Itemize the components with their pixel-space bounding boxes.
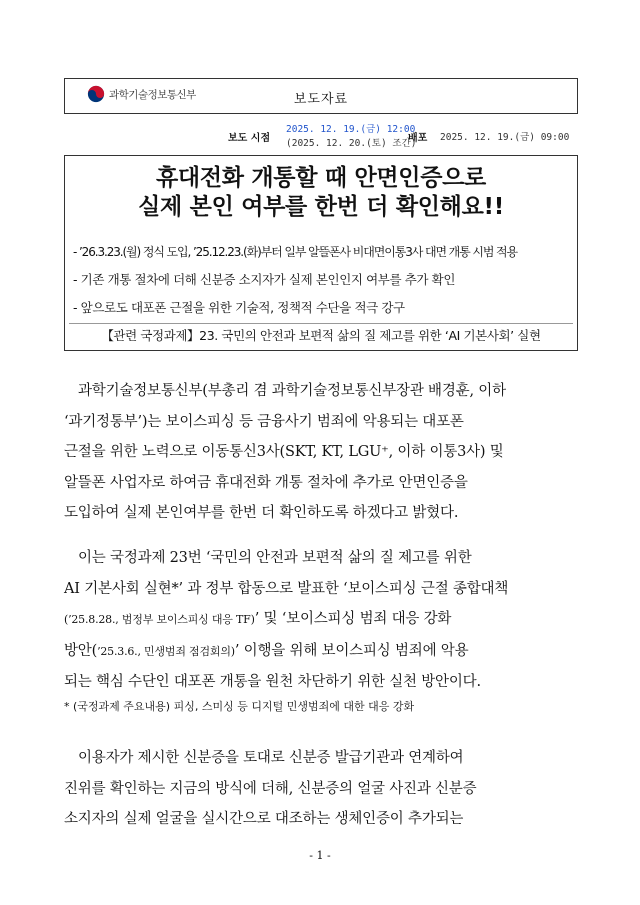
paragraph-fragment: ’ 이행을 위해 보이스피싱 범죄에 악용 xyxy=(234,642,469,659)
release-label: 보도 시점 xyxy=(228,133,271,144)
release-time-print: (2025. 12. 20.(토) 조간) xyxy=(286,138,417,149)
paragraph-line: 되는 핵심 수단인 대포폰 개통을 원천 차단하기 위한 실천 방안이다. xyxy=(64,674,481,690)
paragraph-line: 소지자의 실제 얼굴을 실시간으로 대조하는 생체인증이 추가되는 xyxy=(64,811,464,827)
bullet-item: - 앞으로도 대포폰 근절을 위한 기술적, 정책적 수단을 적극 강구 xyxy=(73,300,405,315)
paragraph-fragment: ’ 및 ‘보이스피싱 범죄 대응 강화 xyxy=(254,611,452,627)
header-box xyxy=(64,78,578,114)
summary-box xyxy=(64,155,578,351)
paragraph-3 xyxy=(64,743,578,835)
paragraph-fragment: ’25.3.6., 민생범죄 점검회의) xyxy=(97,644,235,658)
paragraph-fragment: (’25.8.28., 범정부 보이스피싱 대응 TF) xyxy=(64,613,255,626)
paragraph-line: 근절을 위한 노력으로 이동통신3사(SKT, KT, LGU⁺, 이하 이통3사) 및 xyxy=(64,444,504,460)
release-info xyxy=(200,120,580,156)
paragraph-fragment: 방안( xyxy=(64,642,98,659)
paragraph-line: 도입하여 실제 본인여부를 한번 더 확인하도록 하겠다고 밝혔다. xyxy=(64,505,459,521)
paragraph-line: 이용자가 제시한 신분증을 토대로 신분증 발급기관과 연계하여 xyxy=(78,750,464,766)
page-number: - 1 - xyxy=(309,849,331,862)
summary-bullets xyxy=(73,238,517,322)
paragraph-line: 과학기술정보통신부(부총리 겸 과학기술정보통신부장관 배경훈, 이하 xyxy=(78,383,506,399)
related-task: 【관련 국정과제】23. 국민의 안전과 보편적 삶의 질 제고를 위한 ‘AI 기본사회’ 실현 xyxy=(69,323,573,346)
paragraph-line: 알뜰폰 사업자로 하여금 휴대전화 개통 절차에 추가로 안면인증을 xyxy=(64,474,468,491)
bullet-item: - ’26.3.23.(월) 정식 도입, ’25.12.23.(화)부터 일부 알뜰폰사 비대면이통3사 대면 개통 시범 적용 xyxy=(73,245,518,259)
paragraph-line: AI 기본사회 실현*’ 과 정부 합동으로 발표한 ‘보이스피싱 근절 종합대책 xyxy=(64,580,509,597)
paragraph-line xyxy=(64,636,578,668)
release-time: 2025. 12. 19.(금) 12:00 xyxy=(286,124,416,135)
paragraph-2 xyxy=(64,543,578,698)
ministry-name: 과학기술정보통신부 xyxy=(109,88,196,101)
headline xyxy=(65,164,577,222)
doc-type-title: 보도자료 xyxy=(293,92,349,107)
bullet-item: - 기존 개통 절차에 더해 신분증 소지자가 실제 본인인지 여부를 추가 확인 xyxy=(73,272,455,287)
paragraph-1 xyxy=(64,376,578,529)
headline-line-1: 휴대전화 개통할 때 안면인증으로 xyxy=(156,165,486,191)
paragraph-line: 이는 국정과제 23번 ‘국민의 안전과 보편적 삶의 질 제고를 위한 xyxy=(78,550,472,566)
paragraph-line: 진위를 확인하는 지금의 방식에 더해, 신분증의 얼굴 사진과 신분증 xyxy=(64,780,477,797)
distribution-label: 배포 xyxy=(408,133,428,144)
paragraph-line: ‘과기정통부’)는 보이스피싱 등 금융사기 범죄에 악용되는 대포폰 xyxy=(64,413,464,430)
distribution-time: 2025. 12. 19.(금) 09:00 xyxy=(440,132,570,143)
footnote: * (국정과제 주요내용) 피싱, 스미싱 등 디지털 민생범죄에 대한 대응 강화 xyxy=(64,700,415,713)
headline-line-2: 실제 본인 여부를 한번 더 확인해요!! xyxy=(138,194,504,220)
paragraph-line xyxy=(64,604,578,636)
